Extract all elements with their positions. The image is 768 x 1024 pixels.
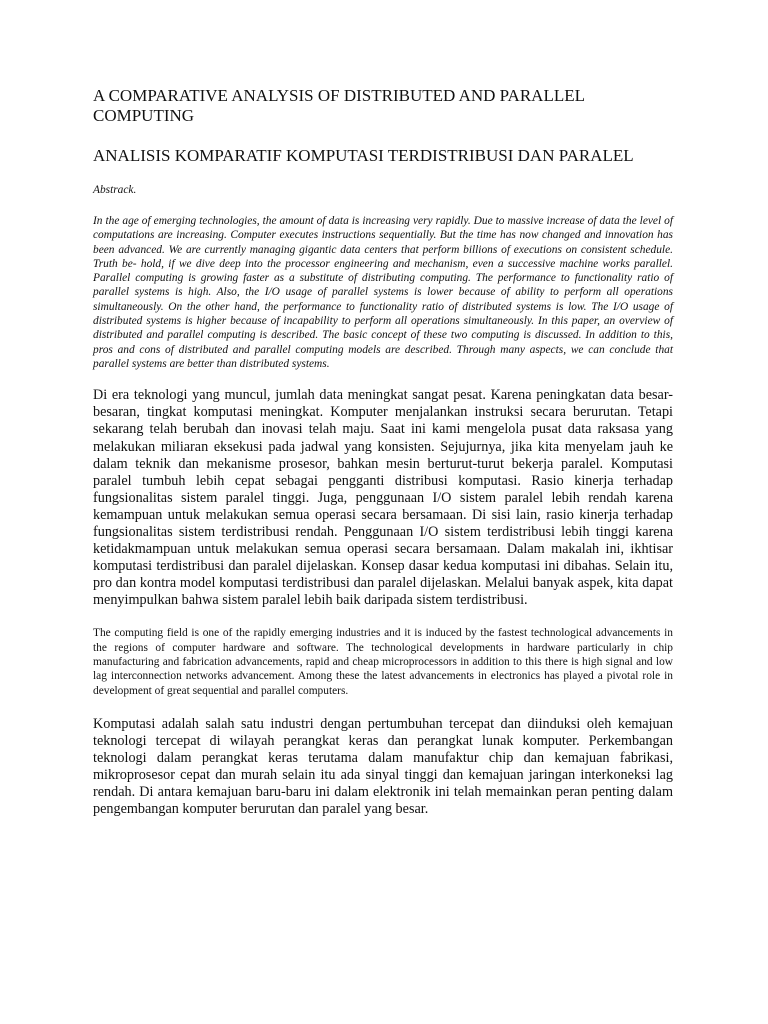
paragraph-indonesian-3: Komputasi adalah salah satu industri dengan pertumbuhan tercepat dan diinduksi oleh kemajuan teknologi tercepat di wilayah perangkat keras dan perangkat lunak komputer. Perkembangan teknologi dalam perangkat keras terutama dalam manufaktur chip dan kemajuan fabrikasi, mikroprosesor cepat dan murah selain itu ada sinyal tinggi dan kemajuan jaringan interkoneksi lag rendah. Di antara kemajuan baru-baru ini dalam elektronik ini telah memainkan peran penting dalam pengembangan komputer berurutan dan paralel yang besar. [93, 715, 673, 818]
paragraph-english-2: The computing field is one of the rapidly emerging industries and it is induced by the fastest technological advancements in the regions of computer hardware and software. The technological developments in hardware particularly in chip manufacturing and fabrication advancements, rapid and cheap microprocessors in addition to this there is high signal and low lag interconnection networks advancement. Among these the latest advancements in electronics has played a pivotal role in development of great sequential and parallel computers. [93, 627, 673, 697]
abstract-text: In the age of emerging technologies, the amount of data is increasing very rapidly. Due to massive increase of data the level of computations are increasing. Computer executes instructions sequentially. But the time has now changed and innovation has been advanced. We are currently managing gigantic data centers that perform billions of executions on consistent schedule. Truth be- hold, if we dive deep into the processor engineering and mechanism, even a successive machine works parallel. Parallel computing is growing faster as a substitute of distributing computing. The performance to functionality ratio of parallel systems is high. Also, the I/O usage of parallel systems is lower because of ability to perform all operations simultaneously. On the other hand, the performance to functionality ratio of distributed systems is low. The I/O usage of distributed systems is higher because of incapability to perform all operations simultaneously. In this paper, an overview of distributed and parallel computing is described. The basic concept of these two computing is discussed. In addition to this, pros and cons of distributed and parallel computing models are described. Through many aspects, we can conclude that parallel systems are better than distributed systems. [93, 215, 673, 370]
title-indonesian: ANALISIS KOMPARATIF KOMPUTASI TERDISTRIBUSI DAN PARALEL [93, 146, 634, 165]
document-page [93, 86, 673, 836]
title-english: A COMPARATIVE ANALYSIS OF DISTRIBUTED AND PARALLEL COMPUTING [93, 86, 585, 125]
abstract-label: Abstrack. [93, 184, 137, 196]
paragraph-indonesian-1: Di era teknologi yang muncul, jumlah data meningkat sangat pesat. Karena peningkatan data besar-besaran, tingkat komputasi meningkat. Komputer menjalankan instruksi secara berurutan. Tetapi sekarang telah berubah dan inovasi telah maju. Saat ini kami mengelola pusat data raksasa yang melakukan miliaran eksekusi pada jadwal yang konsisten. Sejujurnya, jika kita menyelam jauh ke dalam teknik dan mekanisme prosesor, bahkan mesin berturut-turut bekerja paralel. Komputasi paralel tumbuh lebih cepat sebagai pengganti distribusi komputasi. Rasio kinerja terhadap fungsionalitas sistem paralel tinggi. Juga, penggunaan I/O sistem paralel lebih rendah karena kemampuan untuk melakukan semua operasi secara bersamaan. Di sisi lain, rasio kinerja terhadap fungsionalitas sistem terdistribusi rendah. Penggunaan I/O sistem terdistribusi lebih tinggi karena ketidakmampuan untuk melakukan semua operasi secara bersamaan. Dalam makalah ini, ikhtisar komputasi terdistribusi dan paralel dijelaskan. Konsep dasar kedua komputasi ini dibahas. Selain itu, pro dan kontra model komputasi terdistribusi dan paralel dijelaskan. Melalui banyak aspek, kita dapat menyimpulkan bahwa sistem paralel lebih baik daripada sistem terdistribusi. [93, 387, 673, 609]
